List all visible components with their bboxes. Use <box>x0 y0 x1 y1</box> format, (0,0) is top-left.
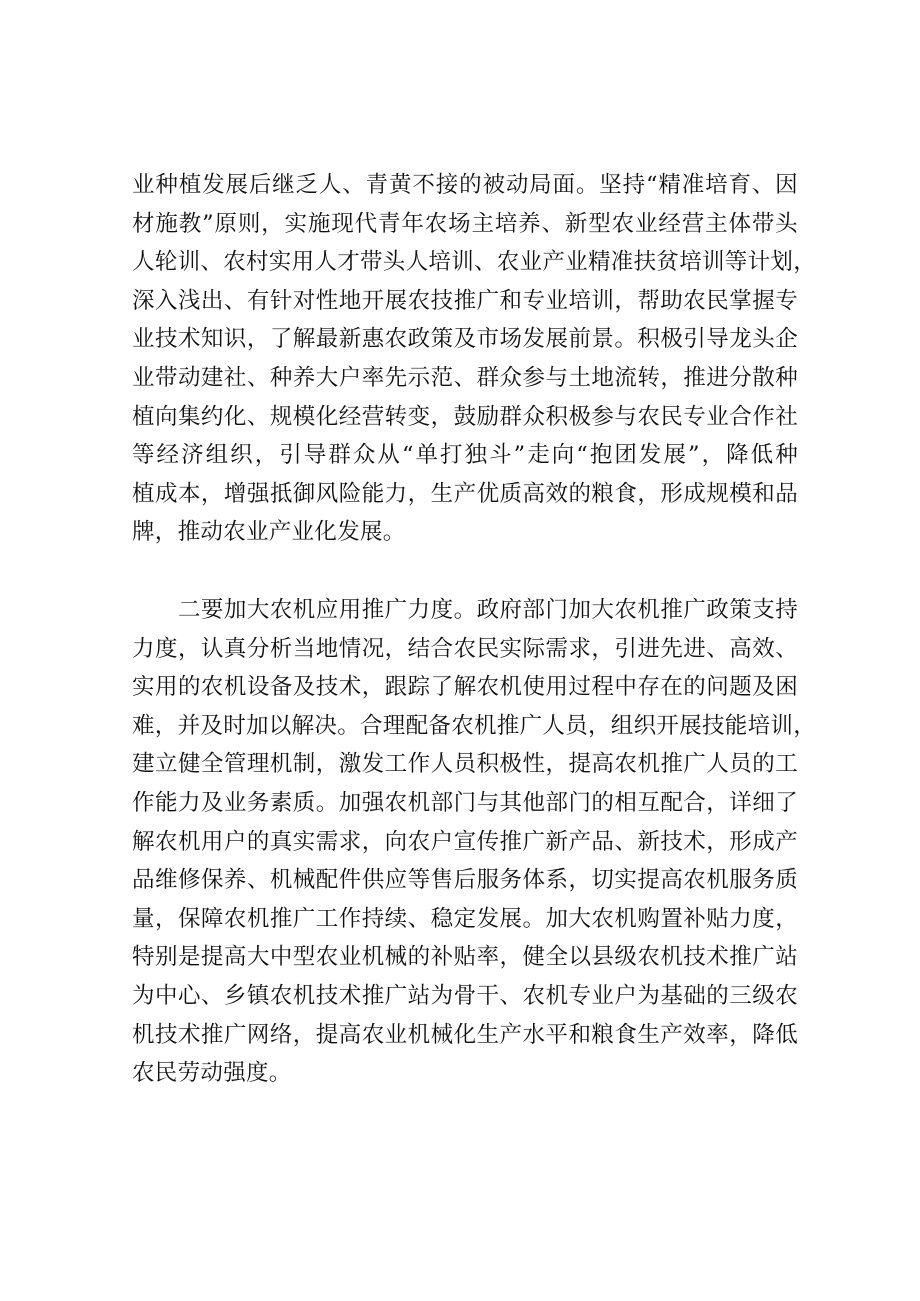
text-line: 为中心、乡镇农机技术推广站为骨干、农机专业户为基础的三级农 <box>132 982 798 1009</box>
text-line: 牌，推动农业产业化发展。 <box>132 519 406 546</box>
text-line: 机技术推广网络，提高农业机械化生产水平和粮食生产效率，降低 <box>132 1021 798 1048</box>
text-line: 农民劳动强度。 <box>132 1060 292 1087</box>
text-line: 量，保障农机推广工作持续、稳定发展。加大农机购置补贴力度， <box>132 905 798 932</box>
paragraph-1 <box>132 166 817 552</box>
text-line: 等经济组织，引导群众从“单打独斗”走向“抱团发展”，降低种 <box>132 442 798 469</box>
text-line: 业带动建社、种养大户率先示范、群众参与土地流转，推进分散种 <box>132 364 798 391</box>
text-line: 业种植发展后继乏人、青黄不接的被动局面。坚持“精准培育、因 <box>132 172 798 198</box>
text-line: 建立健全管理机制，激发工作人员积极性，提高农机推广人员的工 <box>132 751 798 778</box>
paragraph-2 <box>132 591 817 1093</box>
text-line: 力度，认真分析当地情况，结合农民实际需求，引进先进、高效、 <box>132 635 798 662</box>
text-line: 特别是提高大中型农业机械的补贴率，健全以县级农机技术推广站 <box>132 944 798 971</box>
text-line: 人轮训、农村实用人才带头人培训、农业产业精准扶贫培训等计划， <box>132 249 817 276</box>
text-line: 植向集约化、规模化经营转变，鼓励群众积极参与农民专业合作社 <box>132 403 798 430</box>
text-line: 深入浅出、有针对性地开展农技推广和专业培训，帮助农民掌握专 <box>132 287 798 314</box>
text-line: 品维修保养、机械配件供应等售后服务体系，切实提高农机服务质 <box>132 867 798 894</box>
text-line: 实用的农机设备及技术，跟踪了解农机使用过程中存在的问题及困 <box>132 674 798 701</box>
text-line: 业技术知识，了解最新惠农政策及市场发展前景。积极引导龙头企 <box>132 326 798 353</box>
text-line: 植成本，增强抵御风险能力，生产优质高效的粮食，形成规模和品 <box>132 480 798 507</box>
text-line: 解农机用户的真实需求，向农户宣传推广新产品、新技术，形成产 <box>132 828 798 855</box>
text-line: 二要加大农机应用推广力度。政府部门加大农机推广政策支持 <box>132 597 798 623</box>
text-line: 作能力及业务素质。加强农机部门与其他部门的相互配合，详细了 <box>132 789 798 816</box>
text-line: 难，并及时加以解决。合理配备农机推广人员，组织开展技能培训， <box>132 712 817 739</box>
text-line: 材施教”原则，实施现代青年农场主培养、新型农业经营主体带头 <box>132 210 798 237</box>
